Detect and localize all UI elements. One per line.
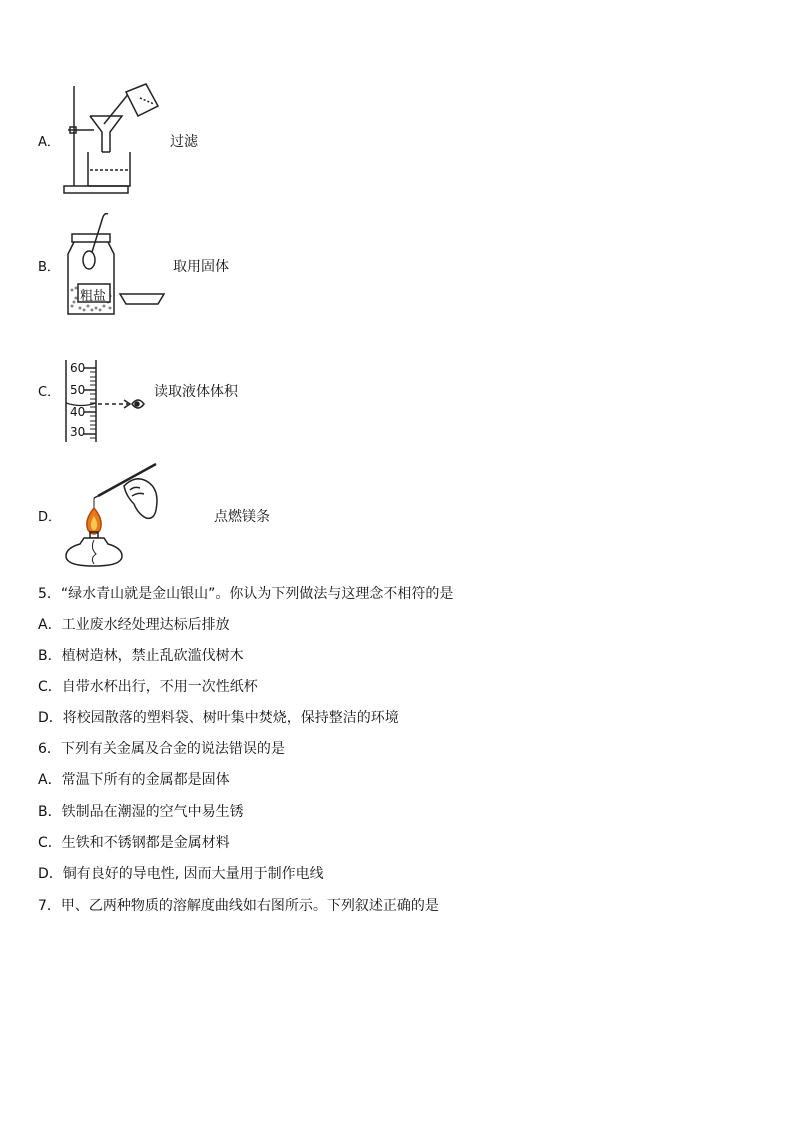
- jar-label: 粗盐: [80, 289, 107, 304]
- option-b-caption: 取用固体: [173, 259, 229, 275]
- question-6-stem: 6．下列有关金属及合金的说法错误的是: [38, 741, 285, 757]
- alcohol-lamp-image: [64, 460, 174, 568]
- question-5-option-c: C．自带水杯出行，不用一次性纸杯: [38, 679, 258, 695]
- tick-label-30: 30: [70, 425, 86, 439]
- question-6-option-c: C．生铁和不锈钢都是金属材料: [38, 835, 230, 851]
- question-6-option-d: D．铜有良好的导电性, 因而大量用于制作电线: [38, 866, 324, 882]
- option-d-caption: 点燃镁条: [214, 509, 270, 525]
- question-6-option-a: A．常温下所有的金属都是固体: [38, 772, 230, 788]
- question-5-option-b: B．植树造林，禁止乱砍滥伐树木: [38, 648, 244, 664]
- option-d-letter: D．: [38, 510, 62, 525]
- option-c-letter: C．: [38, 385, 61, 400]
- solid-reagent-jar-image: [62, 208, 172, 323]
- option-b-letter: B．: [38, 260, 60, 275]
- tick-label-50: 50: [70, 383, 86, 397]
- option-a-caption: 过滤: [170, 134, 198, 150]
- question-6-option-b: B．铁制品在潮湿的空气中易生锈: [38, 804, 244, 820]
- question-5-stem: 5．“绿水青山就是金山银山”。你认为下列做法与这理念不相符的是: [38, 586, 454, 602]
- question-5-option-a: A．工业废水经处理达标后排放: [38, 617, 230, 633]
- question-7-stem: 7．甲、乙两种物质的溶解度曲线如右图所示。下列叙述正确的是: [38, 898, 439, 914]
- question-5-option-d: D．将校园散落的塑料袋、树叶集中焚烧，保持整洁的环境: [38, 710, 399, 726]
- option-c-caption: 读取液体体积: [154, 384, 238, 400]
- filtration-apparatus-image: [60, 82, 170, 197]
- option-a-letter: A．: [38, 135, 60, 150]
- tick-label-60: 60: [70, 361, 86, 375]
- tick-label-40: 40: [70, 405, 86, 419]
